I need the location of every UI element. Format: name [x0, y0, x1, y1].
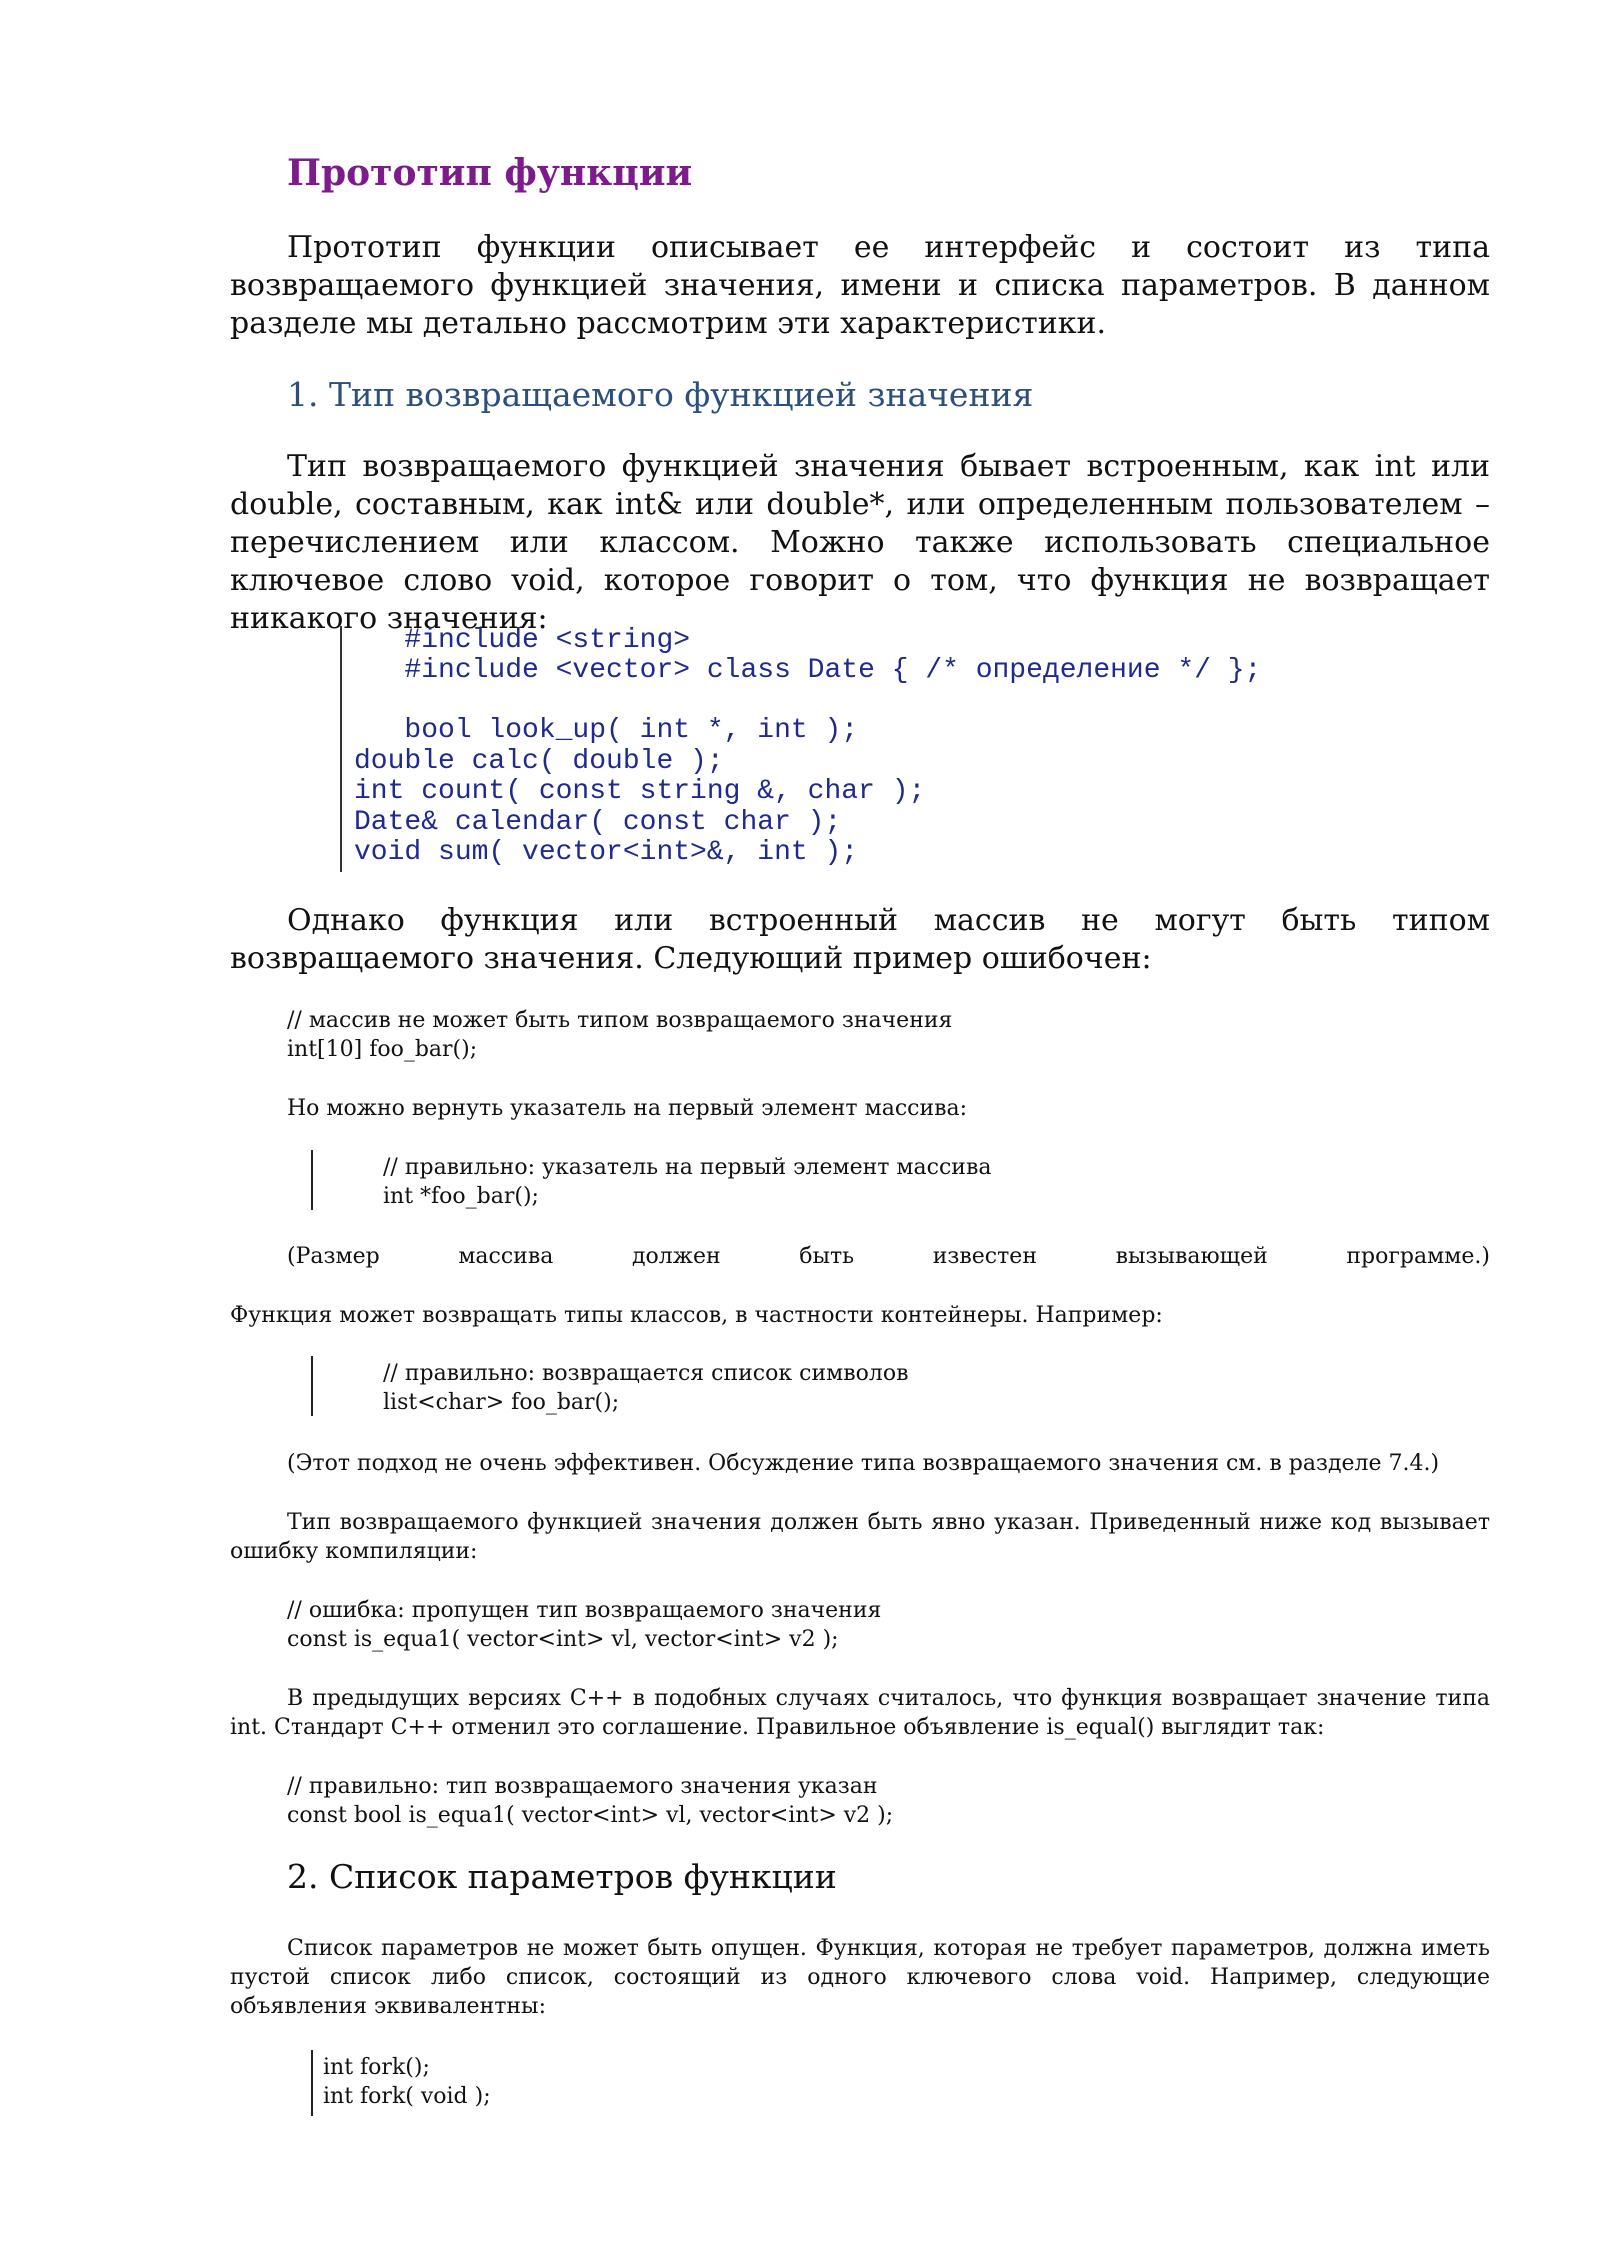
section2-paragraph-1	[230, 1934, 1490, 2021]
section1-paragraph-7-text: В предыдущих версиях С++ в подобных случаях считалось, что функция возвращает значение типа int. Стандарт С++ отменил это соглашение. Правильное объявление is_equal() выглядит так:	[230, 1686, 1490, 1740]
section1-paragraph-1	[230, 448, 1490, 638]
intro-text: Прототип функции описывает ее интерфейс и состоит из типа возвращаемого функцией значения, имени и списка параметров. В данном разделе мы детально рассмотрим эти характеристики.	[230, 230, 1490, 341]
section1-heading: 1. Тип возвращаемого функцией значения	[287, 375, 1034, 414]
section1-paragraph-7	[230, 1684, 1490, 1742]
code-line: bool look_up( int *, int );	[354, 715, 859, 746]
section1-paragraph-6	[230, 1508, 1490, 1566]
example-list-code: list<char> foo_bar();	[383, 1390, 620, 1415]
code-line: int count( const string &, char );	[354, 776, 926, 807]
section1-paragraph-6-text: Тип возвращаемого функцией значения должен быть явно указан. Приведенный ниже код вызывает ошибку компиляции:	[230, 1510, 1490, 1564]
justified-note	[287, 1242, 1490, 1271]
example-pointer-comment: // правильно: указатель на первый элемент массива	[383, 1155, 992, 1180]
code-line: Date& calendar( const char );	[354, 807, 842, 838]
code-line: #include <string>	[354, 625, 691, 656]
example-correct-type-code: const bool is_equa1( vector<int> vl, vector<int> v2 );	[287, 1803, 894, 1828]
code-bar	[311, 1356, 313, 1416]
note-word: должен	[631, 1244, 721, 1269]
section1-paragraph-4: Функция может возвращать типы классов, в частности контейнеры. Например:	[230, 1303, 1163, 1328]
code-block	[340, 626, 1342, 872]
section1-paragraph-2	[230, 902, 1490, 978]
section1-paragraph-2-text: Однако функция или встроенный массив не могут быть типом возвращаемого значения. Следующий пример ошибочен:	[230, 903, 1490, 976]
section1-paragraph-1-text: Тип возвращаемого функцией значения бывает встроенным, как int или double, составным, как int& или double*, или определенным пользователем – перечислением или классом. Можно также использовать специальное ключевое слово void, которое говорит о том, что функция не возвращает никакого значения:	[230, 449, 1490, 636]
code-bar	[311, 1150, 313, 1210]
note-word: известен	[932, 1244, 1037, 1269]
example-missing-type-code: const is_equa1( vector<int> vl, vector<int> v2 );	[287, 1627, 839, 1652]
page-title: Прототип функции	[287, 152, 693, 194]
section1-paragraph-5: (Этот подход не очень эффективен. Обсуждение типа возвращаемого значения см. в разделе 7.4.)	[287, 1451, 1440, 1476]
example-error-code: int[10] foo_bar();	[287, 1037, 478, 1062]
example-pointer-code: int *foo_bar();	[383, 1184, 539, 1209]
note-word: программе.)	[1346, 1244, 1490, 1269]
section2-heading: 2. Список параметров функции	[287, 1857, 837, 1896]
example-correct-type-comment: // правильно: тип возвращаемого значения указан	[287, 1774, 878, 1799]
note-word: вызывающей	[1115, 1244, 1268, 1269]
code-line: void sum( vector<int>&, int );	[354, 837, 859, 868]
section2-paragraph-1-text: Список параметров не может быть опущен. Функция, которая не требует параметров, должна иметь пустой список либо список, состоящий из одного ключевого слова void. Например, следующие объявления эквивалентны:	[230, 1936, 1490, 2019]
code-bar	[311, 2050, 313, 2116]
example-error-comment: // массив не может быть типом возвращаемого значения	[287, 1008, 953, 1033]
code-line: double calc( double );	[354, 746, 724, 777]
note-word: массива	[458, 1244, 554, 1269]
example-fork-1: int fork();	[323, 2055, 430, 2080]
example-fork-2: int fork( void );	[323, 2084, 491, 2109]
section1-paragraph-3: Но можно вернуть указатель на первый элемент массива:	[287, 1096, 968, 1121]
code-line: #include <vector> class Date { /* определение */ };	[354, 655, 1262, 686]
example-list-comment: // правильно: возвращается список символов	[383, 1361, 909, 1386]
intro-paragraph	[230, 229, 1490, 343]
note-word: (Размер	[287, 1244, 380, 1269]
note-word: быть	[799, 1244, 855, 1269]
example-missing-type-comment: // ошибка: пропущен тип возвращаемого значения	[287, 1598, 882, 1623]
